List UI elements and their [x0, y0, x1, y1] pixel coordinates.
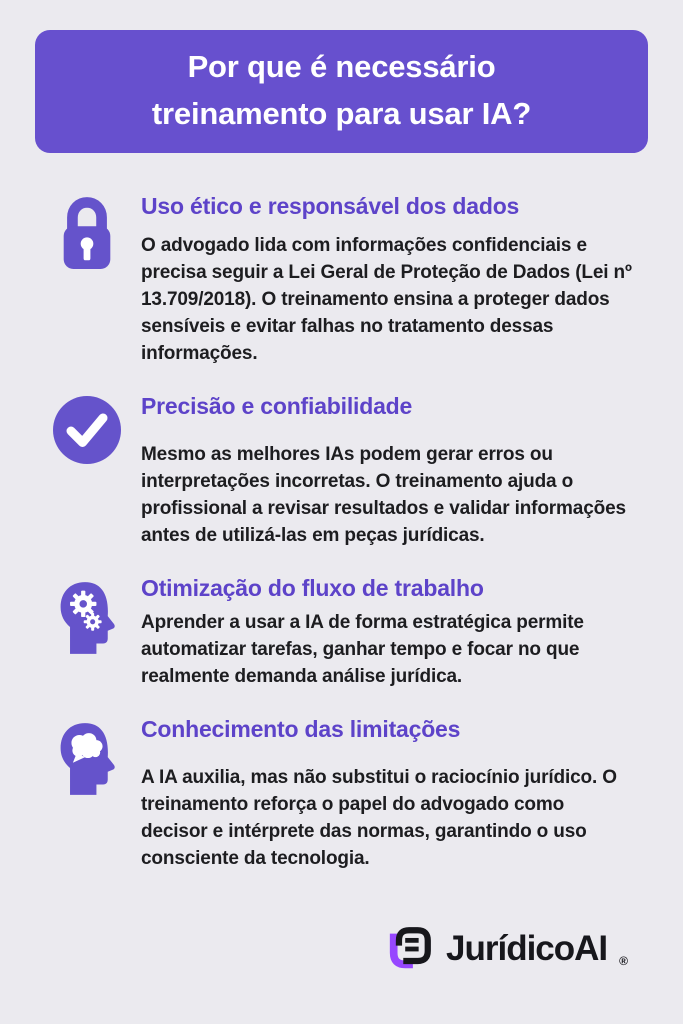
head-gears-icon: [52, 575, 122, 659]
head-brain-icon: [52, 716, 122, 800]
lock-icon: [52, 193, 122, 275]
section-workflow-optimization: [52, 575, 633, 691]
section-ethical-data-use: [52, 193, 633, 368]
section-body: A IA auxilia, mas não substitui o raciocínio jurídico. O treinamento reforça o papel do advogado como decisor e intérprete das normas, garantindo o uso consciente da tecnologia.: [141, 766, 617, 869]
section-title: Otimização do fluxo de trabalho: [141, 574, 484, 601]
section-title: Uso ético e responsável dos dados: [141, 193, 520, 219]
section-title: Conhecimento das limitações: [141, 715, 461, 742]
registered-trademark-symbol: ®: [619, 954, 628, 968]
title-banner: [35, 30, 648, 153]
section-body: O advogado lida com informações confidenciais e precisa seguir a Lei Geral de Proteção de Dados (Lei nº 13.709/2018). O treinamento ensina a proteger dados sensíveis e evitar falhas no tratamento dessas informações.: [141, 235, 632, 364]
section-body: Mesmo as melhores IAs podem gerar erros ou interpretações incorretas. O treinamento ajuda o profissional a revisar resultados e validar informações antes de utilizá-las em peças jurídicas.: [141, 443, 626, 546]
section-limitations-knowledge: [52, 716, 633, 873]
brand-footer: [386, 924, 628, 974]
check-circle-icon: [52, 393, 122, 465]
page-title-line1: Por que é necessário: [187, 49, 496, 84]
juridicoai-logo-icon: [386, 924, 434, 974]
section-title: Precisão e confiabilidade: [141, 392, 413, 419]
page-title-line2: treinamento para usar IA?: [151, 95, 532, 131]
page-title: [59, 44, 624, 137]
sections-list: [0, 153, 683, 873]
brand-name: JurídicoAI: [446, 929, 608, 968]
section-body: Aprender a usar a IA de forma estratégica permite automatizar tarefas, ganhar tempo e focar no que realmente demanda análise jurídica.: [141, 611, 584, 687]
section-precision-reliability: [52, 393, 633, 550]
